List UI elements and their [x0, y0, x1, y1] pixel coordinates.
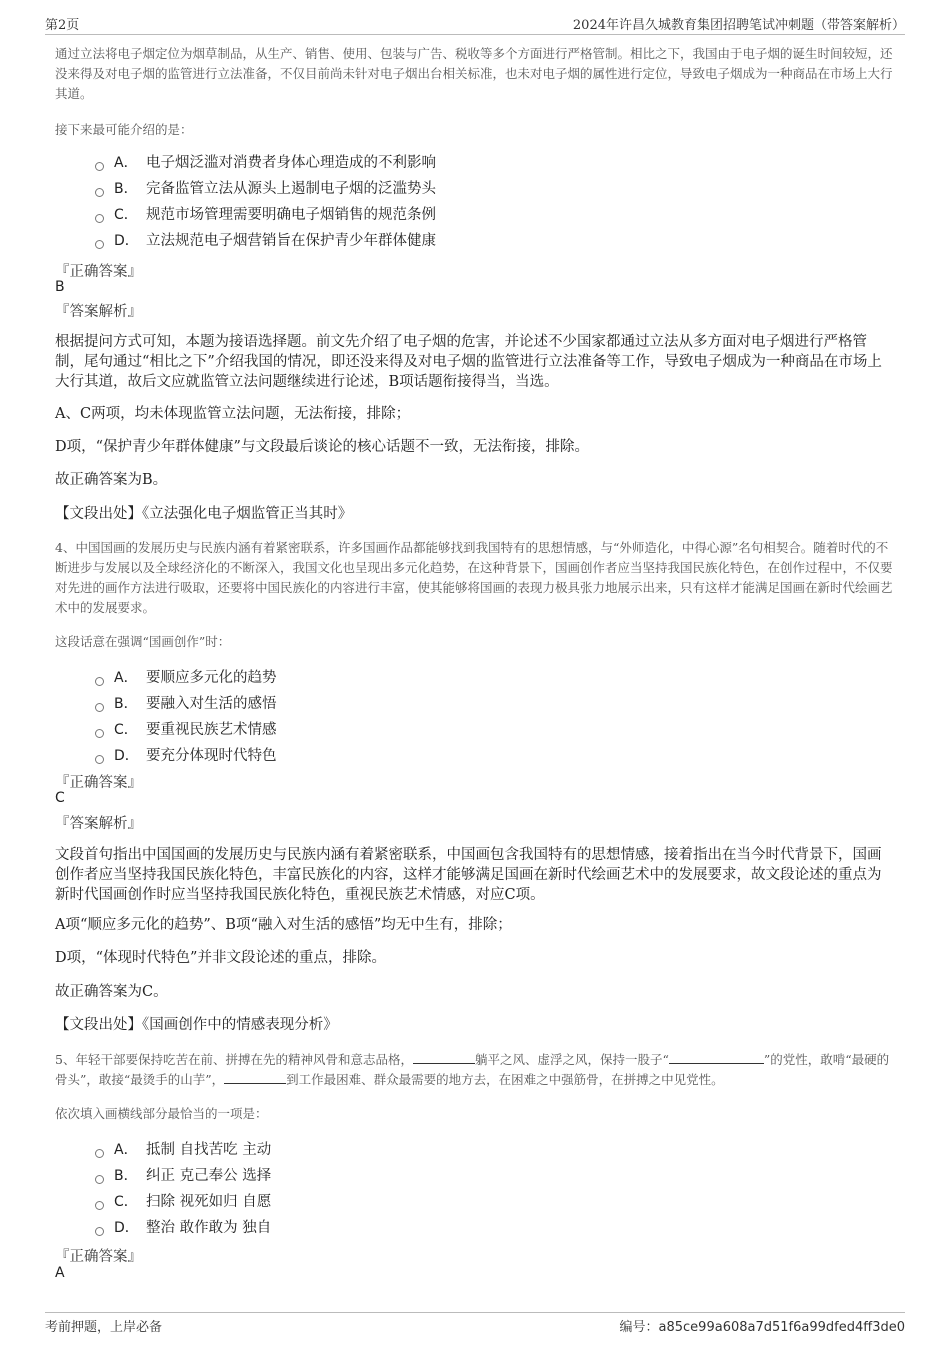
q5-option-b[interactable]: B． 纠正 克己奉公 选择	[95, 1163, 895, 1189]
q5-answer: A	[55, 1265, 65, 1281]
q3-option-b[interactable]: B． 完备监管立法从源头上遏制电子烟的泛滥势头	[95, 176, 895, 202]
q4-source: 【文段出处】《国画创作中的情感表现分析》	[55, 1017, 338, 1033]
radio-icon[interactable]	[95, 1227, 104, 1236]
radio-icon[interactable]	[95, 1149, 104, 1158]
q4-answer-label: 『正确答案』	[55, 775, 142, 791]
q3-answer: B	[55, 279, 65, 295]
q3-answer-label: 『正确答案』	[55, 264, 142, 280]
blank-1	[413, 1051, 475, 1064]
radio-icon[interactable]	[95, 188, 104, 197]
q5-option-c[interactable]: C． 扫除 视死如归 自愿	[95, 1189, 895, 1215]
radio-icon[interactable]	[95, 1201, 104, 1210]
q4-option-c[interactable]: C． 要重视民族艺术情感	[95, 717, 895, 743]
q5-options	[95, 1137, 895, 1241]
document-id: 编号：a85ce99a608a7d51f6a99dfed4ff3de0	[619, 1320, 905, 1335]
radio-icon[interactable]	[95, 703, 104, 712]
q4-option-d[interactable]: D． 要充分体现时代特色	[95, 743, 895, 769]
q3-analysis-3: D项，“保护青少年群体健康”与文段最后谈论的核心话题不一致，无法衔接，排除。	[55, 439, 589, 455]
radio-icon[interactable]	[95, 677, 104, 686]
q4-analysis-2: A项“顺应多元化的趋势”、B项“融入对生活的感悟”均无中生有，排除；	[55, 917, 512, 933]
q4-analysis-3: D项，“体现时代特色”并非文段论述的重点，排除。	[55, 950, 386, 966]
q4-answer: C	[55, 790, 65, 806]
q5-prompt: 依次填入画横线部分最恰当的一项是：	[55, 1106, 268, 1121]
q4-stem: 4、中国国画的发展历史与民族内涵有着紧密联系，许多国画作品都能够找到我国特有的思想情感，与“外师造化，中得心源”名句相契合。随着时代的不断进步与发展以及全球经济化的不断深入，我国文化也呈现出多元化趋势，在这种背景下，国画创作者应当坚持我国民族化特色，在创作过程中，不仅要对先进的画作方法进行吸取，还要将中国民族化的内容进行丰富，使其能够将国画的表现力极具张力地展示出来，只有这样才能满足国画在新时代绘画艺术中的发展要求。	[55, 540, 893, 615]
q5-answer-label: 『正确答案』	[55, 1249, 142, 1265]
q3-options	[95, 150, 895, 254]
q3-prompt: 接下来最可能介绍的是：	[55, 122, 193, 137]
q5-stem: 5、年轻干部要保持吃苦在前、拼搏在先的精神风骨和意志品格， 躺平之风、虚浮之风，保持一股子“ ”的党性，敢啃“最硬的骨头”，敢接“最烫手的山芋”， 到工作最困难、群众最需要的地方去，在困难之中强筋骨，在拼搏之中见党性。	[55, 1052, 890, 1087]
q3-option-a[interactable]: A． 电子烟泛滥对消费者身体心理造成的不利影响	[95, 150, 895, 176]
q3-analysis-label: 『答案解析』	[55, 304, 142, 320]
q3-source: 【文段出处】《立法强化电子烟监管正当其时》	[55, 506, 353, 522]
page-footer	[45, 1312, 905, 1338]
q4-analysis-4: 故正确答案为C。	[55, 984, 168, 1000]
blank-3	[224, 1071, 286, 1084]
blank-2	[669, 1051, 764, 1064]
q4-option-a[interactable]: A． 要顺应多元化的趋势	[95, 665, 895, 691]
radio-icon[interactable]	[95, 240, 104, 249]
radio-icon[interactable]	[95, 162, 104, 171]
q3-analysis-4: 故正确答案为B。	[55, 472, 168, 488]
q3-passage: 通过立法将电子烟定位为烟草制品，从生产、销售、使用、包装与广告、税收等多个方面进行严格管制。相比之下，我国由于电子烟的诞生时间较短，还没来得及对电子烟的监管进行立法准备，不仅目前尚未针对电子烟出台相关标准，也未对电子烟的属性进行定位，导致电子烟成为一种商品在市场上大行其道。	[55, 46, 893, 101]
q5-option-d[interactable]: D． 整治 敢作敢为 独自	[95, 1215, 895, 1241]
document-title: 2024年许昌久城教育集团招聘笔试冲刺题（带答案解析）	[572, 18, 905, 33]
page-number: 第2页	[45, 18, 80, 33]
radio-icon[interactable]	[95, 1175, 104, 1184]
radio-icon[interactable]	[95, 755, 104, 764]
q4-prompt: 这段话意在强调“国画创作”时：	[55, 634, 231, 649]
q3-analysis-2: A、C两项，均未体现监管立法问题，无法衔接，排除；	[55, 406, 411, 422]
q4-options	[95, 665, 895, 769]
q4-option-b[interactable]: B． 要融入对生活的感悟	[95, 691, 895, 717]
q3-option-d[interactable]: D． 立法规范电子烟营销旨在保护青少年群体健康	[95, 228, 895, 254]
footer-slogan: 考前押题，上岸必备	[45, 1320, 163, 1335]
q3-option-c[interactable]: C． 规范市场管理需要明确电子烟销售的规范条例	[95, 202, 895, 228]
radio-icon[interactable]	[95, 214, 104, 223]
radio-icon[interactable]	[95, 729, 104, 738]
q3-analysis-1: 根据提问方式可知，本题为接语选择题。前文先介绍了电子烟的危害，并论述不少国家都通过立法从多方面对电子烟进行严格管制，尾句通过“相比之下”介绍我国的情况，即还没来得及对电子烟的监管进行立法准备等工作，导致电子烟成为一种商品在市场上大行其道，故后文应就监管立法问题继续进行论述，B项话题衔接得当，当选。	[55, 334, 882, 390]
q4-analysis-label: 『答案解析』	[55, 816, 142, 832]
q5-option-a[interactable]: A． 抵制 自找苦吃 主动	[95, 1137, 895, 1163]
q4-analysis-1: 文段首句指出中国国画的发展历史与民族内涵有着紧密联系，中国画包含我国特有的思想情感，接着指出在当今时代背景下，国画创作者应当坚持我国民族化特色，丰富民族化的内容，这样才能够满足国画在新时代绘画艺术中的发展要求，故文段论述的重点为新时代国画创作时应当坚持我国民族化特色，重视民族艺术情感，对应C项。	[55, 847, 882, 903]
page-header	[45, 14, 905, 35]
